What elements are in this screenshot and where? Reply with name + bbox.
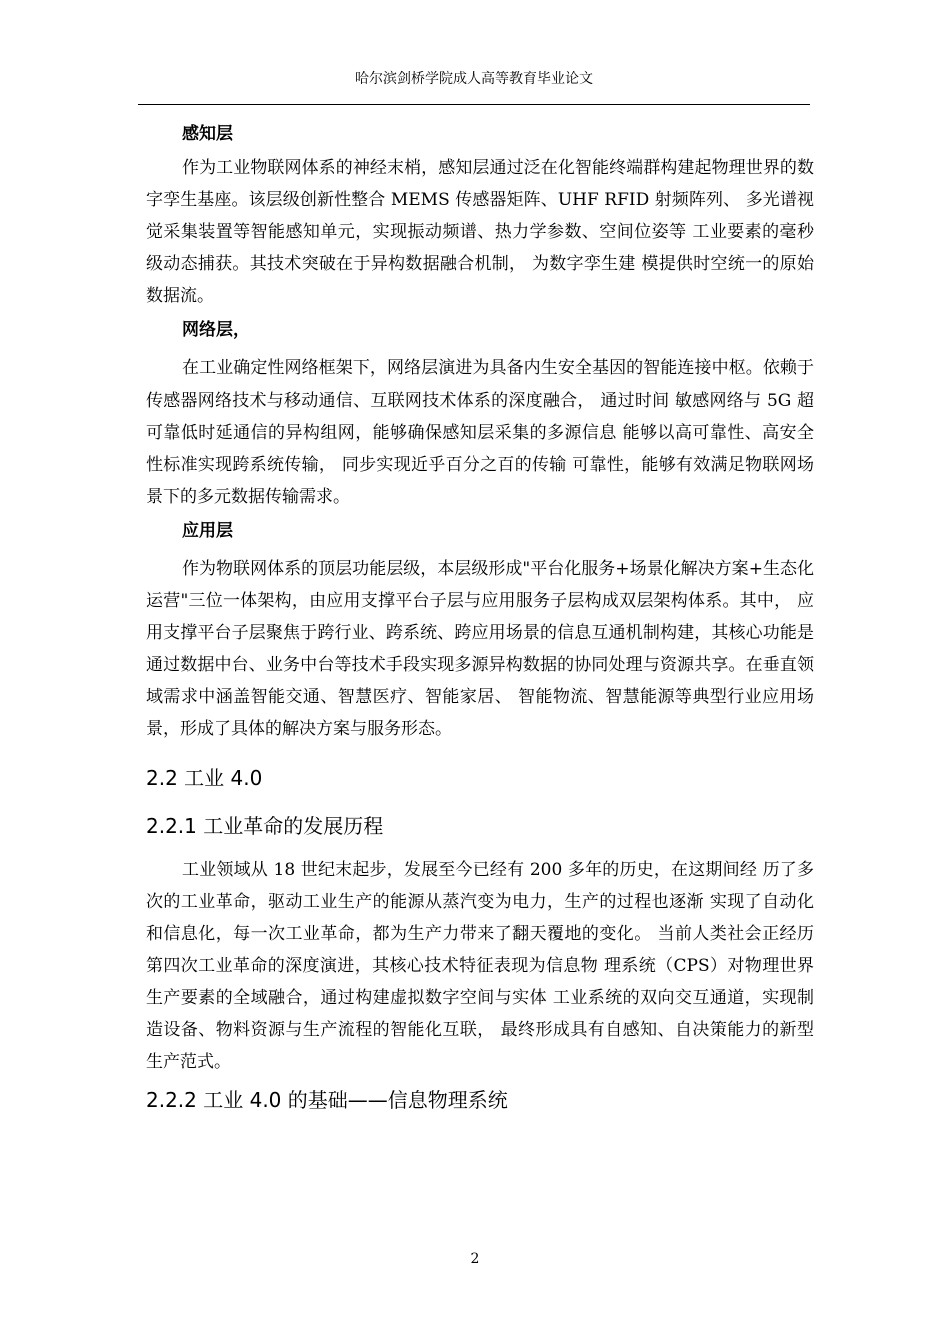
paragraph-application: 作为物联网体系的顶层功能层级，本层级形成"平台化服务+场景化解决方案+生态化运营"三位一体架构，由应用支撑平台子层与应用服务子层构成双层架构体系。其中， 应用支撑平台子层聚焦于跨行业、跨系统、跨应用场景的信息互通机制构建，其核心功能是通过数据中台、业务中台等技术手段实现多源异构数据的协同处理与资源共享。在垂直领域需求中涵盖智能交通、智慧医疗、智能家居、 智能物流、智慧能源等典型行业应用场景，形成了具体的解决方案与服务形态。: [146, 558, 814, 740]
paragraph-network: 在工业确定性网络框架下，网络层演进为具备内生安全基因的智能连接中枢。依赖于传感器网络技术与移动通信、互联网技术体系的深度融合， 通过时间 敏感网络与 5G 超可靠低时延通信的异构组网，能够确保感知层采集的多源信息 能够以高可靠性、高安全性标准实现跨系统传输， 同步实现近乎百分之百的传输 可靠性，能够有效满足物联网场景下的多元数据传输需求。: [146, 358, 814, 507]
heading-2-2-2: 2.2.2 工业 4.0 的基础——信息物理系统: [146, 1088, 508, 1113]
paragraph-perception: 作为工业物联网体系的神经末梢，感知层通过泛在化智能终端群构建起物理世界的数字孪生基座。该层级创新性整合 MEMS 传感器矩阵、UHF RFID 射频阵列、 多光谱视觉采集装置等智能感知单元，实现振动频谱、热力学参数、空间位姿等 工业要素的毫秒级动态捕获。其技术突破在于异构数据融合机制， 为数字孪生建 模提供时空统一的原始数据流。: [146, 158, 814, 307]
heading-2-2-1: 2.2.1 工业革命的发展历程: [146, 813, 384, 838]
section-heading-application: 应用层: [182, 520, 233, 541]
paragraph-history: 工业领域从 18 世纪末起步，发展至今已经有 200 多年的历史，在这期间经 历了多次的工业革命，驱动工业生产的能源从蒸汽变为电力，生产的过程也逐渐 实现了自动化和信息化，每一次工业革命，都为生产力带来了翻天覆地的变化。 当前人类社会正经历第四次工业革命的深度演进，其核心技术特征表现为信息物 理系统（CPS）对物理世界生产要素的全域融合，通过构建虚拟数字空间与实体 工业系统的双向交互通道，实现制造设备、物料资源与生产流程的智能化互联， 最终形成具有自感知、自决策能力的新型生产范式。: [146, 859, 814, 1073]
section-heading-network: 网络层，: [182, 320, 250, 341]
heading-2-2: 2.2 工业 4.0: [146, 765, 263, 790]
header-divider: [138, 104, 810, 105]
document-body: [146, 116, 814, 1122]
section-heading-perception: 感知层: [182, 124, 233, 144]
page-number: 2: [470, 1251, 480, 1267]
page-header: 哈尔滨剑桥学院成人高等教育毕业论文: [355, 71, 593, 87]
